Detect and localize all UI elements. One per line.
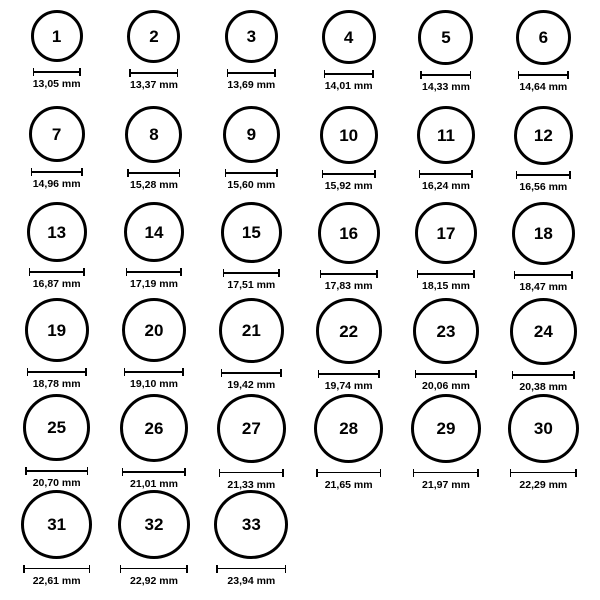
ring-diameter-label: 22,92 mm [130, 574, 178, 587]
ring-dimension [31, 168, 83, 190]
ring-dimension [25, 467, 88, 489]
dimension-line-icon [413, 469, 479, 477]
ring-size-label: 19 [47, 320, 67, 340]
ring-circle [214, 490, 288, 559]
ring-size-label: 23 [436, 321, 456, 341]
ring-size-label: 13 [47, 222, 67, 242]
ring-circle [124, 202, 184, 262]
ring-size-label: 7 [51, 124, 62, 144]
ring-diameter-label: 21,33 mm [227, 478, 276, 491]
ring-dimension [318, 370, 380, 392]
ring-size-cell[interactable] [8, 202, 105, 298]
ring-dimension [320, 270, 378, 292]
ring-dimension [514, 271, 573, 293]
ring-dimension [510, 469, 577, 491]
ring-circle [122, 298, 186, 362]
ring-size-label: 18 [533, 224, 553, 243]
ring-size-label: 14 [144, 222, 164, 242]
ring-size-cell[interactable] [203, 490, 300, 586]
ring-size-cell[interactable] [8, 490, 105, 586]
ring-dimension [322, 170, 376, 192]
ring-size-cell[interactable] [495, 10, 592, 106]
ring-circle [510, 298, 577, 365]
ring-size-cell[interactable] [495, 394, 592, 490]
ring-circle [413, 298, 479, 364]
ring-circle [508, 394, 579, 463]
ring-size-cell[interactable] [300, 298, 397, 394]
ring-circle [415, 202, 477, 264]
ring-circle [318, 202, 380, 264]
ring-size-cell[interactable] [8, 106, 105, 202]
dimension-line-icon [23, 565, 90, 573]
dimension-line-icon [120, 565, 188, 573]
ring-diameter-label: 21,97 mm [422, 478, 470, 491]
ring-diameter-label: 16,24 mm [422, 180, 470, 192]
ring-diameter-label: 22,61 mm [32, 574, 81, 587]
ring-size-label: 10 [339, 125, 359, 145]
ring-size-cell[interactable] [8, 298, 105, 394]
ring-size-cell[interactable] [397, 10, 494, 106]
ring-circle [225, 10, 278, 63]
dimension-line-icon [227, 69, 276, 77]
ring-size-label: 30 [533, 418, 553, 438]
ring-dimension [127, 169, 180, 191]
ring-size-label: 31 [47, 514, 67, 534]
ring-dimension [419, 170, 473, 192]
ring-size-cell[interactable] [397, 106, 494, 202]
ring-circle [221, 202, 282, 263]
ring-circle [27, 202, 87, 262]
ring-circle [411, 394, 481, 463]
ring-dimension [120, 565, 188, 587]
ring-dimension [512, 371, 575, 393]
dimension-line-icon [31, 168, 83, 176]
ring-circle [322, 10, 376, 64]
ring-circle [31, 10, 83, 62]
ring-diameter-label: 16,87 mm [32, 278, 81, 290]
dimension-line-icon [27, 368, 87, 376]
ring-diameter-label: 13,69 mm [227, 79, 276, 91]
ring-size-cell[interactable] [397, 298, 494, 394]
ring-diameter-label: 14,33 mm [422, 81, 470, 93]
ring-size-cell[interactable] [203, 202, 300, 298]
ring-size-label: 8 [149, 125, 159, 144]
ring-size-label: 22 [339, 321, 359, 341]
ring-diameter-label: 14,01 mm [324, 80, 373, 92]
dimension-line-icon [316, 469, 381, 477]
ring-circle [320, 106, 378, 164]
ring-dimension [33, 68, 81, 90]
ring-size-cell[interactable] [203, 10, 300, 106]
ring-size-label: 5 [441, 28, 451, 47]
ring-diameter-label: 20,70 mm [32, 477, 81, 489]
ring-size-label: 25 [47, 418, 67, 437]
ring-diameter-label: 17,51 mm [227, 279, 276, 291]
ring-size-grid [8, 10, 592, 586]
dimension-line-icon [25, 467, 88, 475]
ring-dimension [516, 171, 571, 193]
ring-size-label: 26 [144, 418, 164, 438]
ring-size-cell[interactable] [105, 394, 202, 490]
dimension-line-icon [225, 169, 278, 177]
ring-size-label: 32 [144, 514, 164, 534]
dimension-line-icon [29, 268, 85, 276]
dimension-line-icon [219, 469, 284, 477]
ring-diameter-label: 13,05 mm [32, 78, 81, 90]
dimension-line-icon [216, 565, 286, 573]
dimension-line-icon [318, 370, 380, 378]
ring-circle [29, 106, 85, 162]
ring-circle [23, 394, 90, 461]
ring-circle [417, 106, 475, 164]
ring-size-cell[interactable] [105, 490, 202, 586]
ring-size-label: 29 [436, 418, 456, 438]
ring-circle [127, 10, 180, 63]
ring-size-cell[interactable] [300, 202, 397, 298]
ring-circle [120, 394, 188, 462]
ring-dimension [124, 368, 184, 390]
ring-diameter-label: 19,74 mm [324, 380, 373, 392]
ring-size-cell[interactable] [397, 394, 494, 490]
ring-dimension [413, 469, 479, 491]
ring-size-label: 33 [241, 514, 261, 534]
dimension-line-icon [122, 468, 186, 476]
ring-circle [314, 394, 383, 463]
ring-dimension [225, 169, 278, 191]
ring-size-label: 11 [436, 125, 455, 145]
ring-dimension [227, 69, 276, 91]
dimension-line-icon [514, 271, 573, 279]
ring-dimension [216, 565, 286, 587]
ring-dimension [415, 370, 477, 392]
ring-size-cell[interactable] [495, 106, 592, 202]
dimension-line-icon [518, 71, 569, 79]
ring-diameter-label: 15,92 mm [324, 180, 373, 192]
ring-circle [512, 202, 575, 265]
ring-diameter-label: 14,96 mm [32, 178, 81, 190]
ring-diameter-label: 21,65 mm [324, 478, 373, 491]
ring-size-cell[interactable] [203, 298, 300, 394]
ring-circle [21, 490, 92, 559]
ring-dimension [122, 468, 186, 490]
ring-circle [316, 298, 382, 364]
ring-circle [516, 10, 571, 65]
dimension-line-icon [124, 368, 184, 376]
ring-diameter-label: 23,94 mm [227, 574, 276, 587]
dimension-line-icon [33, 68, 81, 76]
ring-size-label: 16 [339, 223, 359, 243]
ring-diameter-label: 20,38 mm [519, 381, 568, 393]
ring-size-cell[interactable] [203, 394, 300, 490]
ring-circle [118, 490, 190, 559]
ring-size-cell[interactable] [495, 298, 592, 394]
ring-size-label: 27 [241, 418, 261, 438]
ring-size-label: 15 [241, 223, 261, 242]
ring-diameter-label: 16,56 mm [519, 181, 568, 193]
ring-size-label: 21 [241, 321, 261, 340]
ring-size-cell[interactable] [300, 10, 397, 106]
ring-size-label: 12 [533, 126, 553, 145]
ring-size-cell[interactable] [397, 202, 494, 298]
dimension-line-icon [127, 169, 180, 177]
dimension-line-icon [420, 71, 471, 79]
ring-diameter-label: 19,42 mm [227, 379, 276, 391]
ring-size-cell[interactable] [300, 394, 397, 490]
ring-dimension [223, 269, 280, 291]
dimension-line-icon [223, 269, 280, 277]
ring-diameter-label: 13,37 mm [130, 79, 178, 91]
ring-size-label: 2 [149, 27, 159, 46]
ring-diameter-label: 17,19 mm [130, 278, 178, 290]
ring-size-cell[interactable] [8, 10, 105, 106]
ring-dimension [316, 469, 381, 491]
dimension-line-icon [221, 369, 282, 377]
ring-size-label: 9 [246, 125, 257, 144]
ring-dimension [420, 71, 471, 93]
ring-circle [217, 394, 286, 463]
dimension-line-icon [516, 171, 571, 179]
ring-dimension [221, 369, 282, 391]
ring-size-cell[interactable] [300, 106, 397, 202]
dimension-line-icon [512, 371, 575, 379]
ring-diameter-label: 18,47 mm [519, 281, 568, 293]
ring-diameter-label: 17,83 mm [324, 280, 373, 292]
ring-dimension [219, 469, 284, 491]
ring-diameter-label: 14,64 mm [519, 81, 568, 93]
ring-size-cell[interactable] [203, 106, 300, 202]
ring-diameter-label: 15,60 mm [227, 179, 276, 191]
ring-size-cell[interactable] [105, 10, 202, 106]
ring-circle [125, 106, 182, 163]
ring-size-cell[interactable] [105, 106, 202, 202]
ring-size-label: 20 [144, 320, 164, 340]
ring-size-label: 1 [51, 26, 62, 46]
ring-size-cell[interactable] [105, 202, 202, 298]
ring-size-label: 24 [533, 322, 553, 341]
dimension-line-icon [322, 170, 376, 178]
ring-size-label: 3 [246, 27, 257, 46]
dimension-line-icon [510, 469, 577, 477]
dimension-line-icon [126, 268, 182, 276]
dimension-line-icon [419, 170, 473, 178]
ring-circle [418, 10, 473, 65]
ring-diameter-label: 21,01 mm [130, 478, 178, 490]
ring-size-cell[interactable] [495, 202, 592, 298]
ring-circle [25, 298, 89, 362]
ring-diameter-label: 20,06 mm [422, 380, 470, 392]
ring-diameter-label: 18,78 mm [32, 378, 81, 390]
ring-size-cell[interactable] [8, 394, 105, 490]
ring-diameter-label: 15,28 mm [130, 179, 178, 191]
dimension-line-icon [417, 270, 475, 278]
ring-diameter-label: 19,10 mm [130, 378, 178, 390]
ring-diameter-label: 22,29 mm [519, 478, 568, 491]
ring-dimension [23, 565, 90, 587]
ring-dimension [518, 71, 569, 93]
ring-dimension [27, 368, 87, 390]
ring-size-label: 17 [436, 223, 456, 243]
ring-dimension [324, 70, 374, 92]
ring-size-cell[interactable] [105, 298, 202, 394]
ring-circle [223, 106, 280, 163]
ring-circle [219, 298, 284, 363]
ring-dimension [129, 69, 178, 91]
ring-diameter-label: 18,15 mm [422, 280, 470, 292]
dimension-line-icon [320, 270, 378, 278]
dimension-line-icon [415, 370, 477, 378]
ring-circle [514, 106, 573, 165]
dimension-line-icon [324, 70, 374, 78]
ring-dimension [417, 270, 475, 292]
ring-size-label: 4 [343, 27, 354, 47]
ring-size-label: 6 [538, 28, 549, 47]
ring-dimension [126, 268, 182, 290]
dimension-line-icon [129, 69, 178, 77]
ring-size-label: 28 [339, 418, 359, 438]
ring-dimension [29, 268, 85, 290]
